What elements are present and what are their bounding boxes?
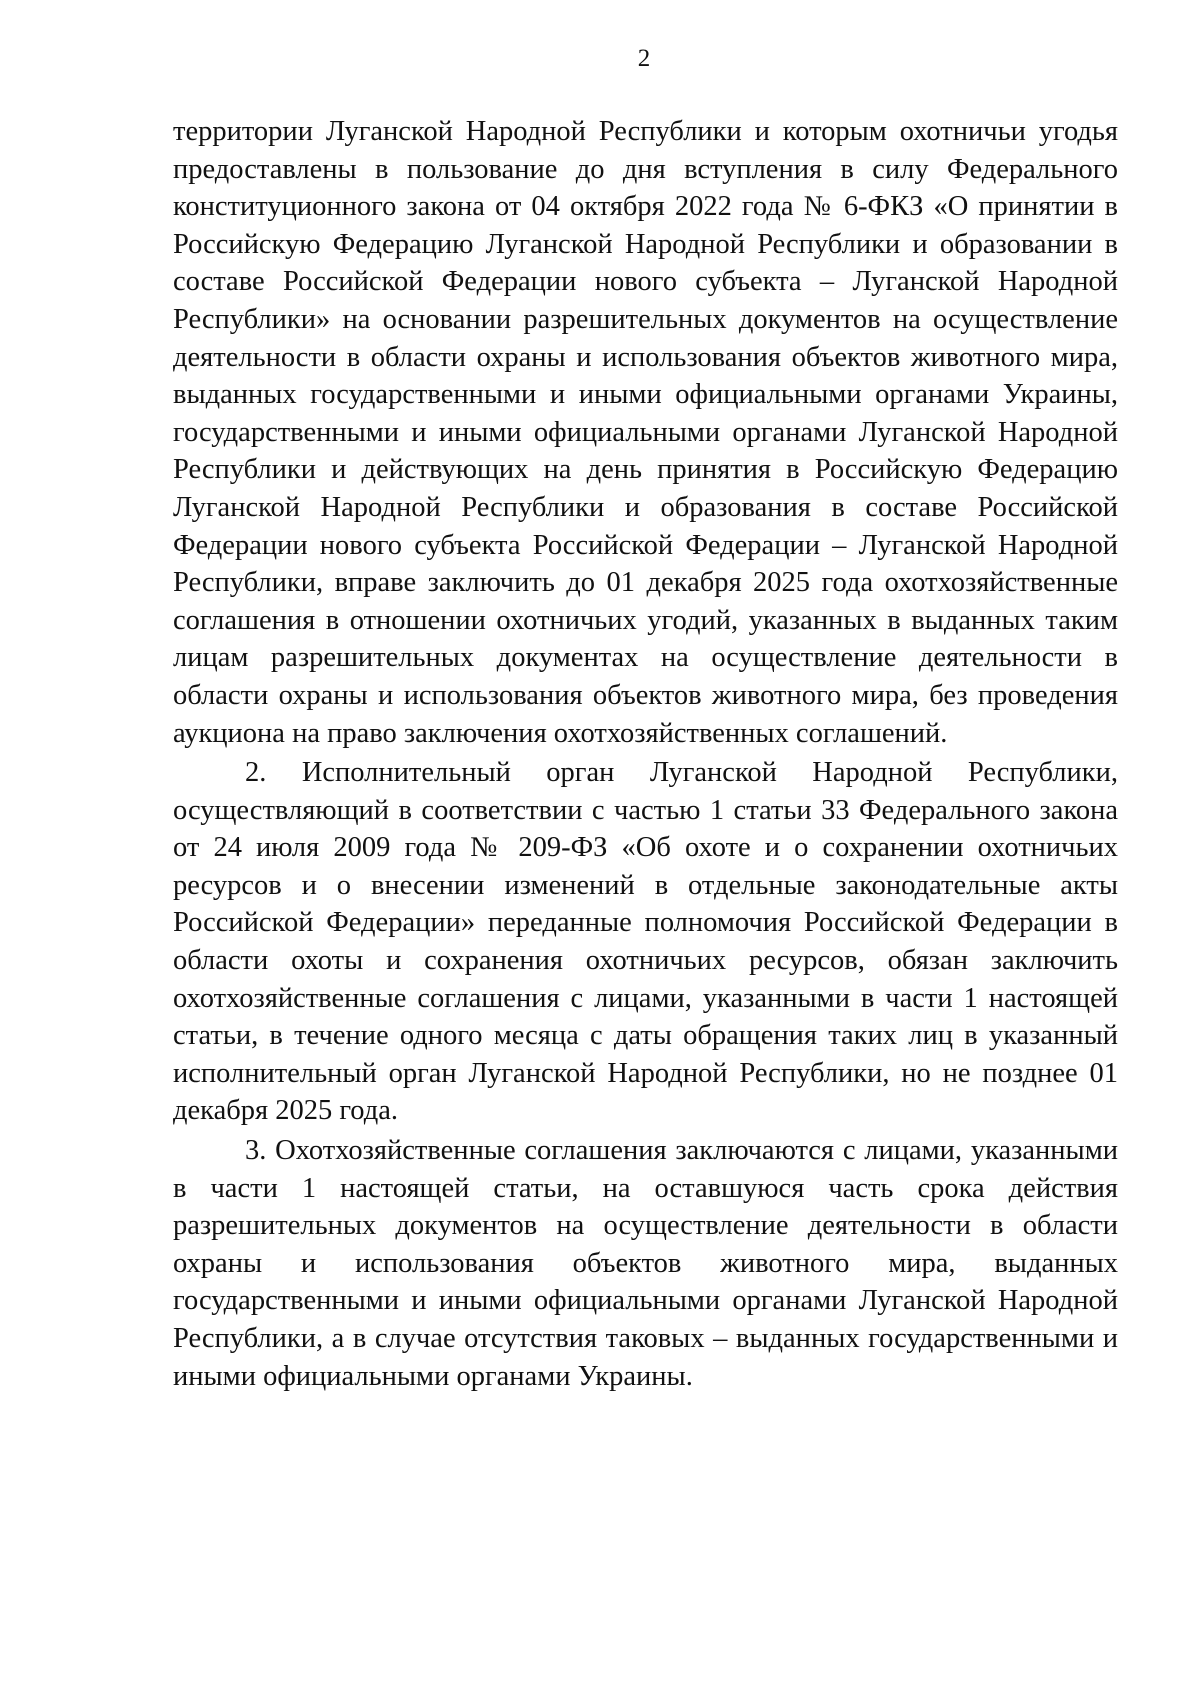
paragraph-clause-2: 2. Исполнительный орган Луганской Народной Республики, осуществляющий в соответствии с частью 1 статьи 33 Федерального закона от 24 июля 2009 года № 209-ФЗ «Об охоте и о сохранении охотничьих ресурсов и о внесении изменений в отдельные законодательные акты Российской Федерации» переданные полномочия Российской Федерации в области охоты и сохранения охотничьих ресурсов, обязан заключить охотхозяйственные соглашения с лицами, указанными в части 1 настоящей статьи, в течение одного месяца с даты обращения таких лиц в указанный исполнительный орган Луганской Народной Республики, но не позднее 01 декабря 2025 года. [173, 757, 1118, 1127]
paragraph-clause-3: 3. Охотхозяйственные соглашения заключаются с лицами, указанными в части 1 настоящей статьи, на оставшуюся часть срока действия разрешительных документов на осуществление деятельности в области охраны и использования объектов животного мира, выданных государственными и иными официальными органами Луганской Народной Республики, а в случае отсутствия таковых – выданных государственными и иными официальными органами Украины. [173, 1135, 1118, 1392]
page-number: 2 [637, 45, 651, 72]
paragraph-continuation: территории Луганской Народной Республики и которым охотничьи угодья предоставлены в пользование до дня вступления в силу Федерального конституционного закона от 04 октября 2022 года № 6-ФКЗ «О принятии в Российскую Федерацию Луганской Народной Республики и образовании в составе Российской Федерации нового субъекта – Луганской Народной Республики» на основании разрешительных документов на осуществление деятельности в области охраны и использования объектов животного мира, выданных государственными и иными официальными органами Украины, государственными и иными официальными органами Луганской Народной Республики и действующих на день принятия в Российскую Федерацию Луганской Народной Республики и образования в составе Российской Федерации нового субъекта Российской Федерации – Луганской Народной Республики, вправе заключить до 01 декабря 2025 года охотхозяйственные соглашения в отношении охотничьих угодий, указанных в выданных таким лицам разрешительных документах на осуществление деятельности в области охраны и использования объектов животного мира, без проведения аукциона на право заключения охотхозяйственных соглашений. [173, 116, 1118, 749]
document-body [173, 113, 1118, 1395]
